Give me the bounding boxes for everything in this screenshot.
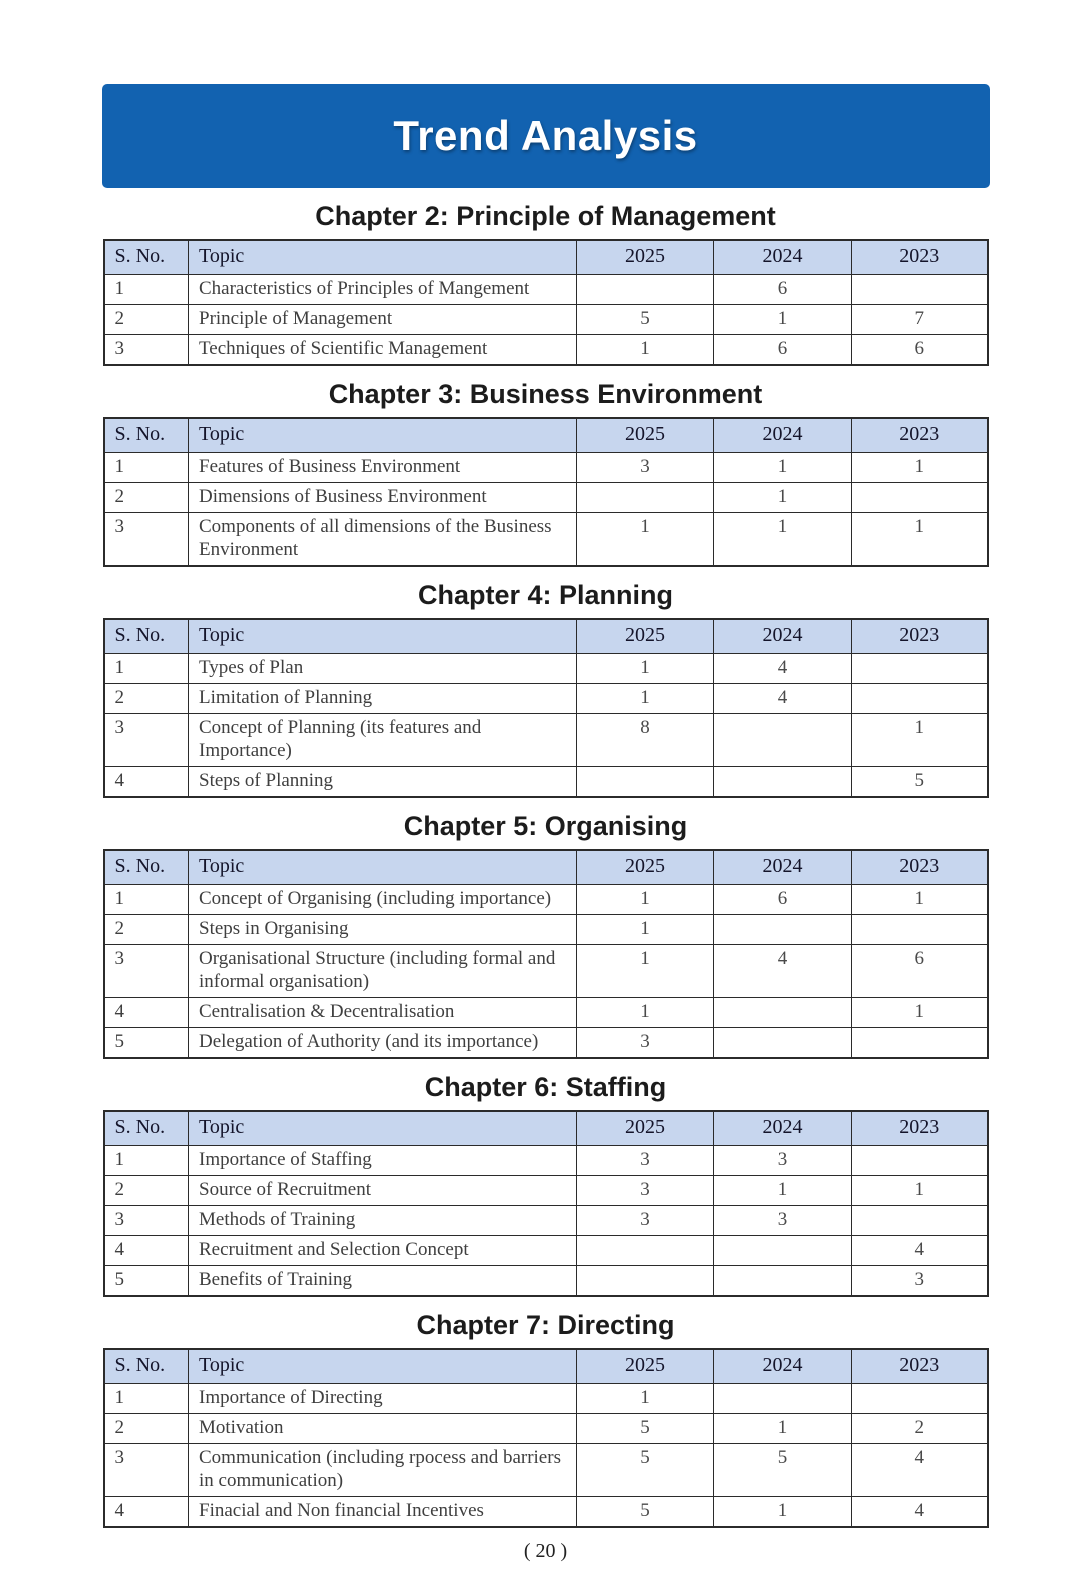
chapter-section — [0, 811, 1091, 1059]
column-header-y2023: 2023 — [852, 1111, 988, 1146]
column-header-y2024: 2024 — [714, 418, 852, 453]
cell-topic: Communication (including rpocess and barriers in communication) — [189, 1444, 577, 1497]
cell-y2024: 4 — [714, 654, 852, 684]
table-row — [104, 513, 988, 567]
cell-y2025: 1 — [577, 1384, 714, 1414]
cell-y2025: 8 — [577, 714, 714, 767]
cell-sno: 2 — [104, 684, 189, 714]
column-header-y2023: 2023 — [852, 850, 988, 885]
chapter-title: Chapter 3: Business Environment — [328, 379, 763, 409]
table-row — [104, 1146, 988, 1176]
cell-sno: 4 — [104, 1236, 189, 1266]
table-row — [104, 1206, 988, 1236]
table-row — [104, 483, 988, 513]
cell-y2024 — [714, 1384, 852, 1414]
chapters — [0, 201, 1091, 1528]
cell-y2025: 3 — [577, 1176, 714, 1206]
cell-topic: Source of Recruitment — [189, 1176, 577, 1206]
cell-y2024 — [714, 767, 852, 798]
table-row — [104, 305, 988, 335]
cell-topic: Recruitment and Selection Concept — [189, 1236, 577, 1266]
trend-table — [103, 1110, 989, 1297]
trend-table — [103, 239, 989, 366]
cell-topic: Concept of Planning (its features and Importance) — [189, 714, 577, 767]
cell-y2024: 6 — [714, 885, 852, 915]
column-header-sno: S. No. — [104, 418, 189, 453]
table-row — [104, 654, 988, 684]
cell-y2025: 1 — [577, 513, 714, 567]
cell-sno: 3 — [104, 335, 189, 366]
table-row — [104, 1444, 988, 1497]
cell-sno: 1 — [104, 453, 189, 483]
cell-y2023 — [852, 275, 988, 305]
cell-sno: 3 — [104, 1206, 189, 1236]
cell-y2024: 1 — [714, 483, 852, 513]
cell-y2024 — [714, 915, 852, 945]
column-header-topic: Topic — [189, 850, 577, 885]
cell-sno: 3 — [104, 1444, 189, 1497]
column-header-y2025: 2025 — [577, 418, 714, 453]
cell-y2025: 3 — [577, 453, 714, 483]
trend-analysis-banner — [102, 84, 990, 188]
cell-y2025 — [577, 483, 714, 513]
table-row — [104, 684, 988, 714]
column-header-sno: S. No. — [104, 240, 189, 275]
column-header-y2025: 2025 — [577, 619, 714, 654]
table-header-row — [104, 1111, 988, 1146]
cell-topic: Benefits of Training — [189, 1266, 577, 1297]
cell-y2024: 3 — [714, 1206, 852, 1236]
cell-topic: Organisational Structure (including formal and informal organisation) — [189, 945, 577, 998]
table-header-row — [104, 240, 988, 275]
cell-y2025: 1 — [577, 654, 714, 684]
cell-y2023: 4 — [852, 1497, 988, 1528]
cell-y2024: 1 — [714, 1176, 852, 1206]
chapter-section — [0, 580, 1091, 798]
chapter-section — [0, 201, 1091, 366]
column-header-y2024: 2024 — [714, 619, 852, 654]
column-header-y2024: 2024 — [714, 850, 852, 885]
cell-sno: 1 — [104, 1384, 189, 1414]
table-row — [104, 1384, 988, 1414]
cell-y2023: 6 — [852, 945, 988, 998]
cell-topic: Characteristics of Principles of Mangement — [189, 275, 577, 305]
cell-topic: Techniques of Scientific Management — [189, 335, 577, 366]
cell-sno: 4 — [104, 1497, 189, 1528]
cell-sno: 1 — [104, 654, 189, 684]
cell-y2024 — [714, 1236, 852, 1266]
cell-y2023: 5 — [852, 767, 988, 798]
column-header-topic: Topic — [189, 418, 577, 453]
cell-sno: 1 — [104, 275, 189, 305]
cell-topic: Principle of Management — [189, 305, 577, 335]
table-row — [104, 1236, 988, 1266]
cell-y2023: 2 — [852, 1414, 988, 1444]
table-row — [104, 1497, 988, 1528]
table-row — [104, 1028, 988, 1059]
column-header-sno: S. No. — [104, 1111, 189, 1146]
cell-y2025: 1 — [577, 684, 714, 714]
column-header-y2023: 2023 — [852, 240, 988, 275]
cell-y2023: 3 — [852, 1266, 988, 1297]
trend-table — [103, 417, 989, 567]
cell-y2024: 5 — [714, 1444, 852, 1497]
cell-y2024 — [714, 714, 852, 767]
column-header-sno: S. No. — [104, 850, 189, 885]
page-title: Trend Analysis — [393, 112, 698, 159]
cell-topic: Limitation of Planning — [189, 684, 577, 714]
cell-sno: 2 — [104, 915, 189, 945]
column-header-y2025: 2025 — [577, 1111, 714, 1146]
table-row — [104, 335, 988, 366]
cell-sno: 1 — [104, 1146, 189, 1176]
cell-y2024: 3 — [714, 1146, 852, 1176]
cell-y2023 — [852, 915, 988, 945]
cell-y2024 — [714, 1028, 852, 1059]
table-header-row — [104, 619, 988, 654]
column-header-topic: Topic — [189, 1349, 577, 1384]
cell-sno: 3 — [104, 714, 189, 767]
cell-y2023: 7 — [852, 305, 988, 335]
chapter-title: Chapter 5: Organising — [403, 811, 688, 841]
cell-topic: Features of Business Environment — [189, 453, 577, 483]
cell-y2024: 4 — [714, 684, 852, 714]
cell-y2024: 6 — [714, 275, 852, 305]
table-row — [104, 1266, 988, 1297]
cell-y2025: 3 — [577, 1146, 714, 1176]
column-header-y2023: 2023 — [852, 418, 988, 453]
cell-y2024: 1 — [714, 305, 852, 335]
cell-y2025: 1 — [577, 885, 714, 915]
cell-y2025 — [577, 767, 714, 798]
table-row — [104, 275, 988, 305]
chapter-section — [0, 1310, 1091, 1528]
cell-y2023: 1 — [852, 714, 988, 767]
cell-sno: 4 — [104, 998, 189, 1028]
column-header-sno: S. No. — [104, 1349, 189, 1384]
cell-y2023: 1 — [852, 1176, 988, 1206]
cell-y2024: 1 — [714, 453, 852, 483]
table-row — [104, 453, 988, 483]
cell-y2025: 5 — [577, 1497, 714, 1528]
column-header-y2025: 2025 — [577, 1349, 714, 1384]
cell-y2024 — [714, 1266, 852, 1297]
column-header-sno: S. No. — [104, 619, 189, 654]
table-row — [104, 767, 988, 798]
cell-y2025: 1 — [577, 945, 714, 998]
cell-y2023 — [852, 1206, 988, 1236]
chapter-section — [0, 1072, 1091, 1297]
cell-y2025 — [577, 1236, 714, 1266]
cell-topic: Centralisation & Decentralisation — [189, 998, 577, 1028]
cell-topic: Importance of Directing — [189, 1384, 577, 1414]
cell-topic: Types of Plan — [189, 654, 577, 684]
cell-topic: Steps of Planning — [189, 767, 577, 798]
chapter-section — [0, 379, 1091, 567]
cell-y2023: 1 — [852, 513, 988, 567]
table-header-row — [104, 1349, 988, 1384]
cell-sno: 2 — [104, 483, 189, 513]
column-header-y2025: 2025 — [577, 850, 714, 885]
cell-y2023 — [852, 1384, 988, 1414]
column-header-y2024: 2024 — [714, 240, 852, 275]
cell-sno: 2 — [104, 1414, 189, 1444]
cell-sno: 4 — [104, 767, 189, 798]
cell-sno: 2 — [104, 1176, 189, 1206]
chapter-title: Chapter 2: Principle of Management — [315, 201, 776, 231]
trend-table — [103, 618, 989, 798]
cell-y2024: 1 — [714, 513, 852, 567]
cell-y2023: 1 — [852, 885, 988, 915]
cell-topic: Concept of Organising (including importance) — [189, 885, 577, 915]
cell-y2023 — [852, 654, 988, 684]
cell-y2025: 5 — [577, 1444, 714, 1497]
cell-y2025: 5 — [577, 1414, 714, 1444]
cell-topic: Finacial and Non financial Incentives — [189, 1497, 577, 1528]
cell-y2024: 6 — [714, 335, 852, 366]
cell-y2025: 1 — [577, 915, 714, 945]
cell-y2025: 5 — [577, 305, 714, 335]
cell-y2024: 1 — [714, 1414, 852, 1444]
table-row — [104, 1176, 988, 1206]
chapter-title: Chapter 4: Planning — [417, 580, 674, 610]
cell-y2023 — [852, 684, 988, 714]
column-header-topic: Topic — [189, 1111, 577, 1146]
cell-topic: Delegation of Authority (and its importance) — [189, 1028, 577, 1059]
chapter-title: Chapter 6: Staffing — [424, 1072, 667, 1102]
cell-sno: 3 — [104, 513, 189, 567]
cell-y2025: 3 — [577, 1206, 714, 1236]
column-header-y2024: 2024 — [714, 1111, 852, 1146]
table-row — [104, 998, 988, 1028]
cell-y2023: 4 — [852, 1444, 988, 1497]
table-row — [104, 915, 988, 945]
cell-y2023: 4 — [852, 1236, 988, 1266]
cell-sno: 5 — [104, 1266, 189, 1297]
page-number: ( 20 ) — [523, 1540, 568, 1562]
column-header-y2023: 2023 — [852, 1349, 988, 1384]
cell-topic: Motivation — [189, 1414, 577, 1444]
cell-y2023: 1 — [852, 453, 988, 483]
cell-y2025 — [577, 275, 714, 305]
cell-y2024 — [714, 998, 852, 1028]
cell-y2023 — [852, 1146, 988, 1176]
cell-y2023: 6 — [852, 335, 988, 366]
table-header-row — [104, 850, 988, 885]
column-header-topic: Topic — [189, 619, 577, 654]
cell-sno: 1 — [104, 885, 189, 915]
column-header-y2025: 2025 — [577, 240, 714, 275]
cell-sno: 5 — [104, 1028, 189, 1059]
chapter-title: Chapter 7: Directing — [416, 1310, 675, 1340]
table-row — [104, 945, 988, 998]
cell-y2023 — [852, 1028, 988, 1059]
cell-sno: 3 — [104, 945, 189, 998]
cell-topic: Steps in Organising — [189, 915, 577, 945]
table-header-row — [104, 418, 988, 453]
column-header-y2023: 2023 — [852, 619, 988, 654]
column-header-y2024: 2024 — [714, 1349, 852, 1384]
cell-topic: Components of all dimensions of the Business Environment — [189, 513, 577, 567]
cell-topic: Importance of Staffing — [189, 1146, 577, 1176]
cell-topic: Dimensions of Business Environment — [189, 483, 577, 513]
cell-y2025: 1 — [577, 998, 714, 1028]
table-row — [104, 1414, 988, 1444]
cell-sno: 2 — [104, 305, 189, 335]
cell-y2023: 1 — [852, 998, 988, 1028]
cell-y2025: 3 — [577, 1028, 714, 1059]
table-row — [104, 714, 988, 767]
column-header-topic: Topic — [189, 240, 577, 275]
trend-table — [103, 1348, 989, 1528]
cell-y2023 — [852, 483, 988, 513]
cell-topic: Methods of Training — [189, 1206, 577, 1236]
cell-y2024: 4 — [714, 945, 852, 998]
cell-y2025: 1 — [577, 335, 714, 366]
table-row — [104, 885, 988, 915]
cell-y2024: 1 — [714, 1497, 852, 1528]
trend-table — [103, 849, 989, 1059]
cell-y2025 — [577, 1266, 714, 1297]
